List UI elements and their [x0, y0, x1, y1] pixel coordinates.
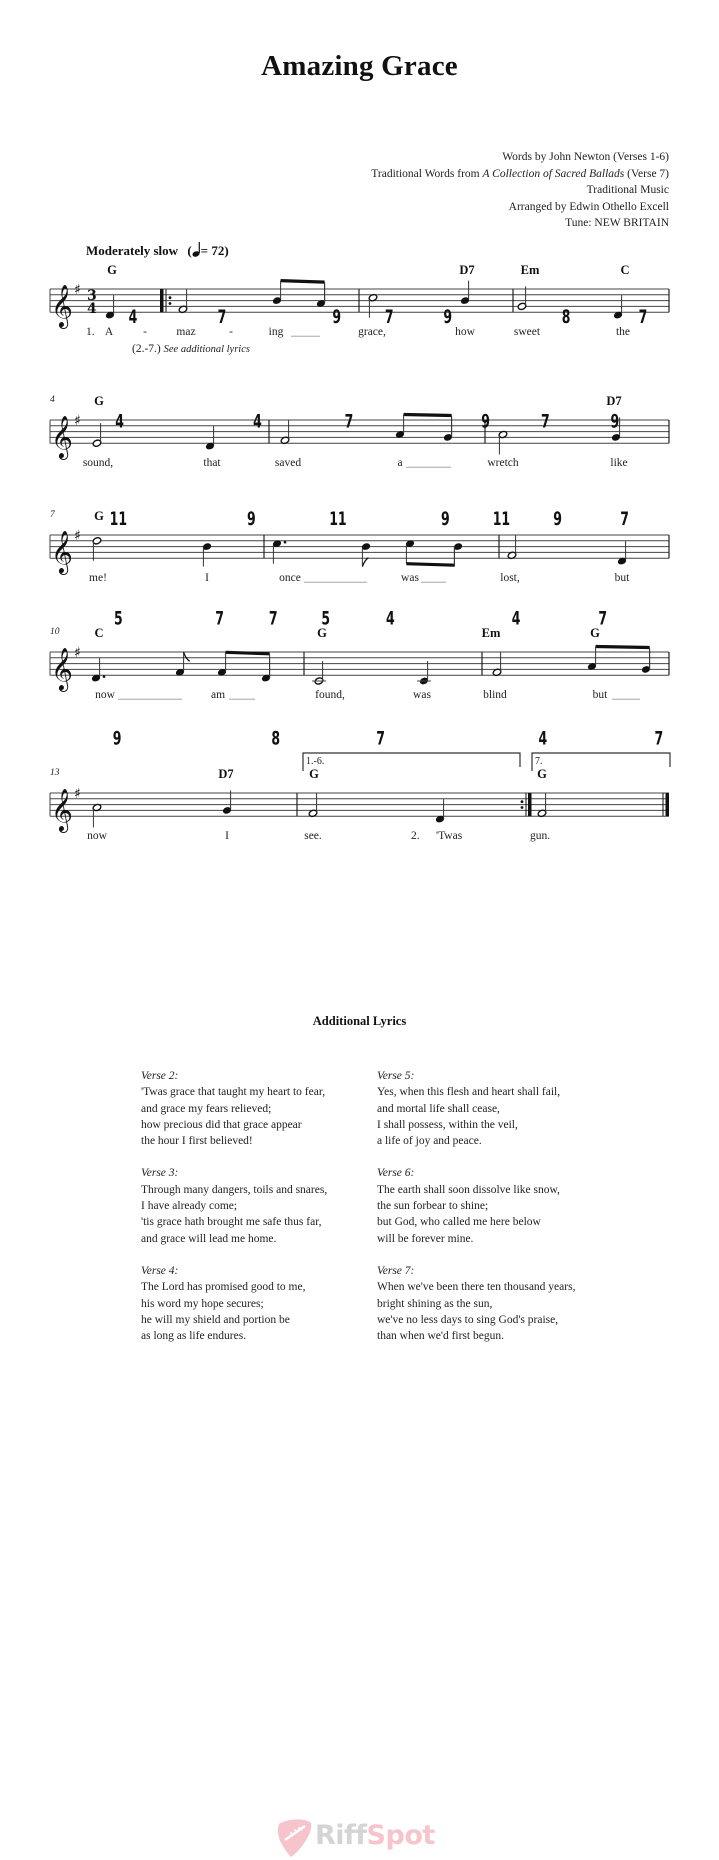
note [222, 790, 232, 814]
eighth-flag [362, 558, 368, 567]
chord-symbol: G [94, 509, 104, 523]
lyric-syllable: sound, [82, 457, 114, 470]
harmonica-tab-number: 7 [540, 409, 550, 433]
brand-riff: Riff [315, 1820, 367, 1851]
verse-label: Verse 3: [141, 1167, 179, 1180]
verse-line: Yes, when this flesh and heart shall fail, [377, 1086, 561, 1099]
additional-verses-note: (2.-7.) See additional lyrics [132, 343, 250, 356]
lyric-syllable: see. [304, 830, 322, 843]
harmonica-tab-number: 7 [384, 305, 394, 328]
volta-label: 7. [535, 756, 543, 767]
note [91, 658, 105, 682]
brand-wordmark [315, 1820, 435, 1851]
sharp-icon: ♯ [74, 786, 81, 802]
chord-symbol: G [309, 767, 319, 781]
verse-block [377, 1165, 637, 1246]
credit-source-title: A Collection of Sacred Ballads [482, 167, 625, 180]
verse-line: and mortal life shall cease, [377, 1102, 500, 1115]
harmonica-tab-number: 9 [610, 409, 620, 433]
harmonica-tab-number: 7 [638, 305, 648, 328]
lyric-syllable: sweet [513, 326, 541, 339]
verse-line: will be forever mine. [377, 1232, 474, 1245]
lyric-syllable: me! [89, 572, 107, 585]
verse-label: Verse 2: [141, 1070, 179, 1082]
lyric-syllable: like [610, 457, 628, 470]
note [92, 803, 102, 827]
credit-music: Traditional Music [586, 184, 669, 196]
staff-system [50, 394, 719, 469]
lyric-syllable: now [95, 689, 115, 702]
lyric-syllable: how [455, 326, 475, 339]
harmonica-tab-number: 11 [492, 507, 511, 530]
beam [226, 652, 270, 654]
volta-label: 1.-6. [306, 756, 325, 767]
augmentation-dot [284, 541, 287, 544]
note [517, 286, 527, 310]
note [435, 799, 445, 823]
brand-spot: Spot [366, 1820, 435, 1851]
beam [281, 281, 325, 283]
tempo-bpm: = 72) [200, 243, 229, 258]
verse-line: 'tis grace hath brought me safe thus far, [141, 1216, 322, 1229]
credit-suffix: (Verse 7) [624, 167, 669, 180]
harmonica-tab-number: 7 [376, 726, 385, 750]
note [105, 295, 115, 319]
lyric-syllable: ing [268, 326, 284, 339]
verse-line: I have already come; [141, 1200, 238, 1213]
chord-symbol: C [94, 626, 104, 640]
verse-line: and grace will lead me home. [141, 1232, 277, 1245]
measure-number: 10 [50, 627, 60, 637]
lyric-syllable: 2. [411, 830, 420, 843]
chord-symbol: D7 [606, 394, 622, 408]
verse-line: The Lord has promised good to me, [141, 1281, 306, 1294]
additional-lyrics-title: Additional Lyrics [312, 1014, 407, 1028]
harmonica-tab-number: 4 [511, 607, 521, 630]
credit-prefix: Traditional Words from [371, 167, 483, 180]
lyric-syllable: a [397, 457, 403, 470]
verse-line: the hour I first believed! [141, 1135, 253, 1148]
harmonica-tab-number: 9 [481, 409, 490, 433]
note [308, 793, 318, 817]
harmonica-tab-number: 9 [440, 507, 450, 530]
chord-symbol: C [620, 263, 630, 277]
measure-number: 4 [50, 395, 55, 405]
lyric-syllable: 'Twas [436, 830, 463, 843]
verse-line: but God, who called me here below [377, 1216, 541, 1229]
verse-line: and grace my fears relieved; [141, 1102, 272, 1115]
beam [404, 415, 452, 416]
lyric-syllable: was [401, 572, 419, 585]
lyric-syllable: but [592, 689, 608, 702]
chord-symbol: G [537, 767, 547, 781]
note [361, 542, 371, 566]
harmonica-tab-number: 4 [115, 409, 124, 433]
verse-line: his word my hope secures; [141, 1297, 264, 1310]
harmonica-tab-number: 7 [344, 409, 354, 433]
note [280, 420, 290, 444]
note [272, 540, 286, 564]
treble-clef-icon: 𝄞 [51, 415, 73, 459]
volta-bracket [532, 753, 670, 771]
harmonica-tab-number: 8 [271, 726, 281, 750]
repeat-dot [169, 296, 172, 299]
note [417, 661, 431, 685]
chord-symbol: G [107, 263, 117, 277]
verse-line: I shall possess, within the veil, [377, 1118, 518, 1131]
note [395, 415, 451, 439]
chord-symbol: Em [520, 263, 540, 277]
volta-bracket [303, 753, 520, 771]
verse-line: Through many dangers, toils and snares, [141, 1183, 328, 1196]
credit-words: Words by John Newton (Verses 1-6) [502, 151, 669, 163]
eighth-flag [184, 652, 190, 661]
verse-label: Verse 5: [377, 1070, 415, 1082]
staff-system [50, 263, 719, 355]
note [92, 423, 102, 447]
chord-symbol: G [590, 626, 600, 640]
credit-tune: Tune: NEW BRITAIN [565, 217, 669, 229]
note [587, 647, 649, 671]
note [498, 430, 508, 454]
verse-line: he will my shield and portion be [141, 1313, 290, 1326]
harmonica-tab-number: 7 [654, 726, 664, 750]
lyric-syllable: I [225, 830, 229, 843]
verse-line: When we've been there ten thousand years, [377, 1281, 576, 1294]
music-score [0, 0, 719, 900]
harmonica-tab-number: 5 [113, 607, 123, 630]
lyric-syllable: am [210, 689, 226, 702]
repeat-end-thick [528, 793, 532, 816]
harmonica-tab-number: 4 [128, 305, 138, 328]
treble-clef-icon: 𝄞 [51, 530, 73, 574]
note [205, 426, 215, 450]
lyric-syllable: grace, [358, 326, 386, 339]
staff-system [50, 607, 719, 701]
verse-line: we've no less days to sing God's praise, [377, 1313, 559, 1326]
lyric-syllable: now [87, 830, 107, 843]
sharp-icon: ♯ [74, 645, 81, 661]
lyric-syllable: lost, [500, 572, 520, 585]
lyric-syllable: I [205, 572, 209, 585]
lyric-syllable: was [413, 689, 431, 702]
verse-line: The earth shall soon dissolve like snow, [377, 1183, 560, 1196]
repeat-dot [169, 302, 172, 305]
repeat-dot [521, 800, 524, 803]
harmonica-tab-number: 4 [386, 607, 395, 630]
chord-symbol: D7 [218, 767, 234, 781]
note [537, 793, 547, 817]
harmonica-tab-number: 4 [538, 726, 548, 750]
verse-block [141, 1263, 371, 1344]
beam [406, 564, 454, 566]
note [175, 652, 189, 676]
harmonica-tab-number: 9 [112, 726, 122, 750]
verses-left-column [141, 1068, 371, 1360]
lyric-syllable: gun. [529, 830, 551, 843]
lyric-syllable: but [614, 572, 630, 585]
chord-symbol: G [94, 394, 104, 408]
harmonica-tab-number: 7 [217, 305, 227, 328]
chord-symbol: G [317, 626, 327, 640]
repeat-dot [521, 806, 524, 809]
riffspot-watermark [275, 1818, 455, 1858]
verse-line: how precious did that grace appear [141, 1118, 302, 1131]
staff-system [50, 508, 719, 585]
verse-line: 'Twas grace that taught my heart to fear, [141, 1086, 326, 1099]
verse-block [377, 1068, 637, 1149]
lyric-syllable: - [229, 326, 233, 339]
note [617, 541, 627, 565]
note [217, 652, 269, 676]
harmonica-tab-number: 9 [332, 305, 342, 328]
harmonica-tab-number: 7 [215, 607, 224, 630]
verse-line: bright shining as the sun, [377, 1297, 493, 1310]
final-barline-thick [666, 793, 670, 816]
tempo-label: Moderately slow [86, 243, 179, 258]
verse-line: the sun forbear to shine; [377, 1200, 489, 1213]
verse-label: Verse 7: [377, 1264, 415, 1277]
sharp-icon: ♯ [74, 528, 81, 544]
treble-clef-icon: 𝄞 [51, 788, 73, 832]
verse-block [141, 1165, 371, 1246]
note [272, 281, 324, 305]
tempo-open-paren: ( [187, 243, 192, 258]
verses-right-column [377, 1068, 637, 1360]
note [460, 281, 470, 305]
measure-number: 13 [50, 768, 60, 778]
lyric-syllable: - [143, 326, 147, 339]
lyric-syllable: 1. [86, 326, 95, 339]
note [312, 661, 326, 685]
note [202, 542, 212, 566]
harmonica-tab-number: 9 [246, 507, 256, 530]
sharp-icon: ♯ [74, 413, 81, 429]
harmonica-tab-number: 7 [620, 507, 629, 530]
chord-symbol: Em [481, 626, 501, 640]
harmonica-tab-number: 7 [268, 607, 278, 630]
lyric-syllable: maz [176, 326, 196, 339]
measure-number: 7 [50, 510, 55, 520]
staff-system [50, 727, 670, 842]
lyric-syllable: the [615, 326, 631, 339]
lyric-syllable: found, [315, 689, 345, 702]
note [92, 537, 102, 561]
time-signature-bottom: 4 [87, 301, 97, 318]
verse-line: than when we'd first begun. [377, 1330, 504, 1343]
beam [596, 647, 650, 648]
chord-symbol: D7 [459, 263, 475, 277]
repeat-start-thick [160, 289, 164, 312]
treble-clef-icon: 𝄞 [51, 284, 73, 328]
lyric-syllable: once [279, 572, 301, 585]
note [613, 295, 623, 319]
verse-block [141, 1068, 371, 1149]
sharp-icon: ♯ [74, 282, 81, 298]
harmonica-tab-number: 11 [109, 507, 128, 530]
verse-line: as long as life endures. [141, 1330, 247, 1343]
harmonica-tab-number: 7 [598, 607, 608, 630]
harmonica-tab-number: 4 [253, 409, 262, 433]
harmonica-tab-number: 9 [553, 507, 562, 530]
verse-block [377, 1263, 637, 1344]
harmonica-tab-number: 8 [561, 305, 571, 328]
verse-line: a life of joy and peace. [377, 1135, 482, 1148]
harmonica-tab-number: 11 [329, 507, 347, 530]
augmentation-dot [103, 675, 106, 678]
lyric-syllable: saved [274, 457, 302, 470]
note [178, 289, 188, 313]
lyric-syllable: blind [483, 689, 507, 702]
verse-label: Verse 4: [141, 1264, 179, 1277]
guitar-pick-icon [275, 1818, 313, 1858]
harmonica-tab-number: 5 [321, 607, 331, 630]
lyric-syllable: that [203, 457, 221, 470]
song-title: Amazing Grace [261, 50, 458, 82]
treble-clef-icon: 𝄞 [51, 647, 73, 691]
time-signature-top: 3 [87, 288, 97, 304]
harmonica-tab-number: 9 [443, 305, 453, 328]
lyric-syllable: A [104, 326, 114, 339]
note [492, 652, 502, 676]
note [368, 294, 378, 318]
verse-label: Verse 6: [377, 1167, 415, 1180]
note [507, 535, 517, 559]
lyric-syllable: wretch [487, 457, 519, 470]
credit-arranger: Arranged by Edwin Othello Excell [508, 200, 669, 213]
